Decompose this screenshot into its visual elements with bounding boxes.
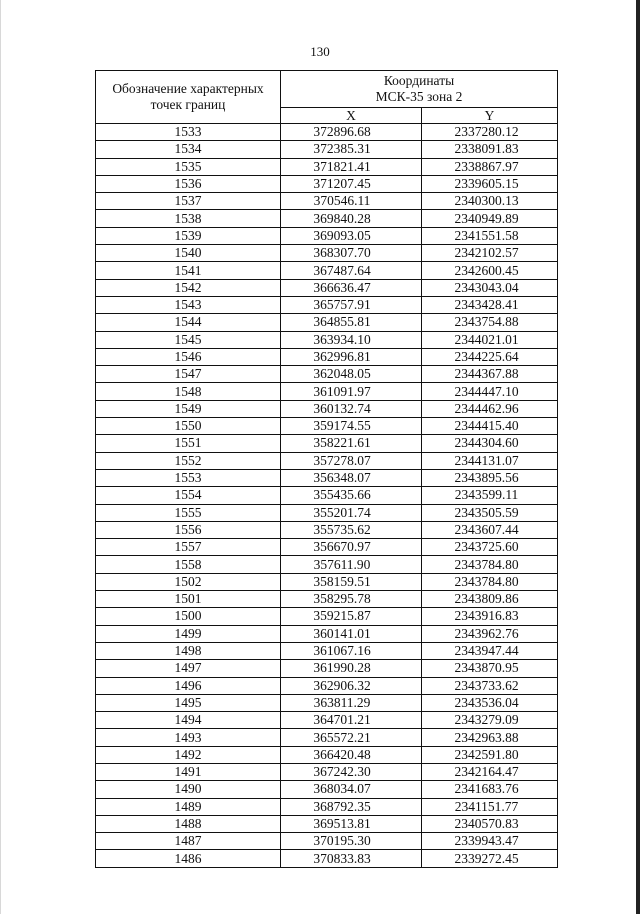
point-cell: 1538 <box>96 210 281 227</box>
y-coordinate-cell: 2341683.76 <box>422 781 558 798</box>
y-coordinate-cell: 2343870.95 <box>422 660 558 677</box>
table-row <box>96 331 558 348</box>
table-row <box>96 452 558 469</box>
x-coordinate-cell: 361990.28 <box>281 660 422 677</box>
y-coordinate-cell: 2343784.80 <box>422 573 558 590</box>
table-row <box>96 694 558 711</box>
y-coordinate-cell: 2342600.45 <box>422 262 558 279</box>
table-row <box>96 245 558 262</box>
header-row-top <box>96 71 558 108</box>
table-row <box>96 850 558 867</box>
table-row <box>96 227 558 244</box>
point-cell: 1545 <box>96 331 281 348</box>
x-coordinate-cell: 363934.10 <box>281 331 422 348</box>
point-cell: 1493 <box>96 729 281 746</box>
table-row <box>96 141 558 158</box>
point-cell: 1489 <box>96 798 281 815</box>
point-cell: 1495 <box>96 694 281 711</box>
point-cell: 1486 <box>96 850 281 867</box>
point-cell: 1536 <box>96 175 281 192</box>
x-coordinate-cell: 372385.31 <box>281 141 422 158</box>
y-coordinate-cell: 2344225.64 <box>422 348 558 365</box>
y-coordinate-cell: 2342102.57 <box>422 245 558 262</box>
point-cell: 1554 <box>96 487 281 504</box>
x-coordinate-cell: 356348.07 <box>281 469 422 486</box>
y-coordinate-cell: 2338867.97 <box>422 158 558 175</box>
x-coordinate-cell: 360141.01 <box>281 625 422 642</box>
coordinates-table <box>95 70 558 868</box>
table-row <box>96 815 558 832</box>
table-row <box>96 677 558 694</box>
point-cell: 1492 <box>96 746 281 763</box>
point-cell: 1544 <box>96 314 281 331</box>
coordinates-title: Координаты <box>383 73 455 88</box>
table-row <box>96 348 558 365</box>
x-coordinate-cell: 372896.68 <box>281 124 422 141</box>
x-coordinate-cell: 355735.62 <box>281 521 422 538</box>
table-row <box>96 521 558 538</box>
x-coordinate-cell: 365757.91 <box>281 296 422 313</box>
table-row <box>96 746 558 763</box>
x-coordinate-cell: 370195.30 <box>281 833 422 850</box>
point-cell: 1548 <box>96 383 281 400</box>
point-cell: 1549 <box>96 400 281 417</box>
x-coordinate-cell: 371821.41 <box>281 158 422 175</box>
x-coordinate-cell: 356670.97 <box>281 539 422 556</box>
table-row <box>96 175 558 192</box>
y-coordinate-cell: 2342963.88 <box>422 729 558 746</box>
point-cell: 1555 <box>96 504 281 521</box>
y-coordinate-cell: 2343947.44 <box>422 642 558 659</box>
table-row <box>96 210 558 227</box>
point-cell: 1551 <box>96 435 281 452</box>
x-coordinate-cell: 369093.05 <box>281 227 422 244</box>
x-coordinate-cell: 361067.16 <box>281 642 422 659</box>
table-header <box>96 71 558 124</box>
x-coordinate-cell: 355435.66 <box>281 487 422 504</box>
table-row <box>96 469 558 486</box>
table-row <box>96 124 558 141</box>
y-coordinate-cell: 2343505.59 <box>422 504 558 521</box>
point-cell: 1556 <box>96 521 281 538</box>
x-coordinate-cell: 365572.21 <box>281 729 422 746</box>
table-row <box>96 158 558 175</box>
table-row <box>96 660 558 677</box>
table-row <box>96 763 558 780</box>
point-cell: 1535 <box>96 158 281 175</box>
y-coordinate-cell: 2342591.80 <box>422 746 558 763</box>
table-row <box>96 729 558 746</box>
y-column-header: Y <box>422 108 558 124</box>
point-cell: 1552 <box>96 452 281 469</box>
x-coordinate-cell: 368034.07 <box>281 781 422 798</box>
y-coordinate-cell: 2344131.07 <box>422 452 558 469</box>
y-coordinate-cell: 2343607.44 <box>422 521 558 538</box>
coordinate-system-label: МСК-35 зона 2 <box>375 89 463 104</box>
table-row <box>96 712 558 729</box>
table-row <box>96 504 558 521</box>
table-row <box>96 262 558 279</box>
y-coordinate-cell: 2340949.89 <box>422 210 558 227</box>
y-coordinate-cell: 2344462.96 <box>422 400 558 417</box>
point-cell: 1500 <box>96 608 281 625</box>
table-row <box>96 556 558 573</box>
x-coordinate-cell: 358295.78 <box>281 591 422 608</box>
x-coordinate-cell: 370833.83 <box>281 850 422 867</box>
table-row <box>96 296 558 313</box>
x-coordinate-cell: 366636.47 <box>281 279 422 296</box>
y-coordinate-cell: 2343599.11 <box>422 487 558 504</box>
point-cell: 1498 <box>96 642 281 659</box>
x-coordinate-cell: 359174.55 <box>281 418 422 435</box>
table-row <box>96 366 558 383</box>
table-row <box>96 781 558 798</box>
coordinates-column-header <box>281 71 558 108</box>
point-cell: 1557 <box>96 539 281 556</box>
x-coordinate-cell: 368307.70 <box>281 245 422 262</box>
x-coordinate-cell: 359215.87 <box>281 608 422 625</box>
y-coordinate-cell: 2343733.62 <box>422 677 558 694</box>
table-row <box>96 279 558 296</box>
table-row <box>96 573 558 590</box>
x-column-header: X <box>281 108 422 124</box>
scan-edge-right <box>636 0 640 914</box>
x-coordinate-cell: 362906.32 <box>281 677 422 694</box>
x-coordinate-cell: 362048.05 <box>281 366 422 383</box>
x-coordinate-cell: 364701.21 <box>281 712 422 729</box>
y-coordinate-cell: 2343725.60 <box>422 539 558 556</box>
point-cell: 1494 <box>96 712 281 729</box>
x-coordinate-cell: 362996.81 <box>281 348 422 365</box>
y-coordinate-cell: 2343895.56 <box>422 469 558 486</box>
x-coordinate-cell: 367242.30 <box>281 763 422 780</box>
scan-edge-left <box>0 0 1 914</box>
y-coordinate-cell: 2340300.13 <box>422 193 558 210</box>
table-row <box>96 193 558 210</box>
x-coordinate-cell: 370546.11 <box>281 193 422 210</box>
point-cell: 1497 <box>96 660 281 677</box>
point-cell: 1543 <box>96 296 281 313</box>
table-row <box>96 833 558 850</box>
y-coordinate-cell: 2343754.88 <box>422 314 558 331</box>
y-coordinate-cell: 2344021.01 <box>422 331 558 348</box>
x-coordinate-cell: 368792.35 <box>281 798 422 815</box>
point-cell: 1553 <box>96 469 281 486</box>
point-cell: 1490 <box>96 781 281 798</box>
y-coordinate-cell: 2343916.83 <box>422 608 558 625</box>
point-cell: 1533 <box>96 124 281 141</box>
point-cell: 1541 <box>96 262 281 279</box>
x-coordinate-cell: 363811.29 <box>281 694 422 711</box>
y-coordinate-cell: 2343536.04 <box>422 694 558 711</box>
y-coordinate-cell: 2344304.60 <box>422 435 558 452</box>
table-row <box>96 435 558 452</box>
x-coordinate-cell: 355201.74 <box>281 504 422 521</box>
table-row <box>96 798 558 815</box>
point-cell: 1558 <box>96 556 281 573</box>
point-column-header: Обозначение характерных точек границ <box>96 71 281 124</box>
x-coordinate-cell: 358159.51 <box>281 573 422 590</box>
y-coordinate-cell: 2339605.15 <box>422 175 558 192</box>
table-row <box>96 383 558 400</box>
y-coordinate-cell: 2341151.77 <box>422 798 558 815</box>
x-coordinate-cell: 357278.07 <box>281 452 422 469</box>
y-coordinate-cell: 2343428.41 <box>422 296 558 313</box>
point-cell: 1487 <box>96 833 281 850</box>
x-coordinate-cell: 367487.64 <box>281 262 422 279</box>
point-cell: 1550 <box>96 418 281 435</box>
table-row <box>96 487 558 504</box>
table-body <box>96 124 558 868</box>
x-coordinate-cell: 364855.81 <box>281 314 422 331</box>
table-row <box>96 418 558 435</box>
table-row <box>96 539 558 556</box>
y-coordinate-cell: 2343784.80 <box>422 556 558 573</box>
point-cell: 1502 <box>96 573 281 590</box>
point-cell: 1540 <box>96 245 281 262</box>
table-row <box>96 400 558 417</box>
point-cell: 1534 <box>96 141 281 158</box>
y-coordinate-cell: 2344415.40 <box>422 418 558 435</box>
table-row <box>96 625 558 642</box>
x-coordinate-cell: 361091.97 <box>281 383 422 400</box>
y-coordinate-cell: 2344447.10 <box>422 383 558 400</box>
y-coordinate-cell: 2343279.09 <box>422 712 558 729</box>
page-number: 130 <box>310 44 330 59</box>
table-row <box>96 314 558 331</box>
point-cell: 1546 <box>96 348 281 365</box>
x-coordinate-cell: 357611.90 <box>281 556 422 573</box>
y-coordinate-cell: 2342164.47 <box>422 763 558 780</box>
x-coordinate-cell: 358221.61 <box>281 435 422 452</box>
x-coordinate-cell: 366420.48 <box>281 746 422 763</box>
x-coordinate-cell: 360132.74 <box>281 400 422 417</box>
x-coordinate-cell: 371207.45 <box>281 175 422 192</box>
y-coordinate-cell: 2341551.58 <box>422 227 558 244</box>
y-coordinate-cell: 2338091.83 <box>422 141 558 158</box>
point-cell: 1491 <box>96 763 281 780</box>
point-cell: 1496 <box>96 677 281 694</box>
y-coordinate-cell: 2339943.47 <box>422 833 558 850</box>
point-cell: 1547 <box>96 366 281 383</box>
point-cell: 1539 <box>96 227 281 244</box>
point-cell: 1537 <box>96 193 281 210</box>
y-coordinate-cell: 2343962.76 <box>422 625 558 642</box>
y-coordinate-cell: 2340570.83 <box>422 815 558 832</box>
x-coordinate-cell: 369840.28 <box>281 210 422 227</box>
point-cell: 1542 <box>96 279 281 296</box>
point-cell: 1488 <box>96 815 281 832</box>
y-coordinate-cell: 2343043.04 <box>422 279 558 296</box>
table-row <box>96 591 558 608</box>
point-cell: 1501 <box>96 591 281 608</box>
table-row <box>96 608 558 625</box>
point-cell: 1499 <box>96 625 281 642</box>
y-coordinate-cell: 2339272.45 <box>422 850 558 867</box>
y-coordinate-cell: 2337280.12 <box>422 124 558 141</box>
x-coordinate-cell: 369513.81 <box>281 815 422 832</box>
y-coordinate-cell: 2344367.88 <box>422 366 558 383</box>
table-row <box>96 642 558 659</box>
y-coordinate-cell: 2343809.86 <box>422 591 558 608</box>
